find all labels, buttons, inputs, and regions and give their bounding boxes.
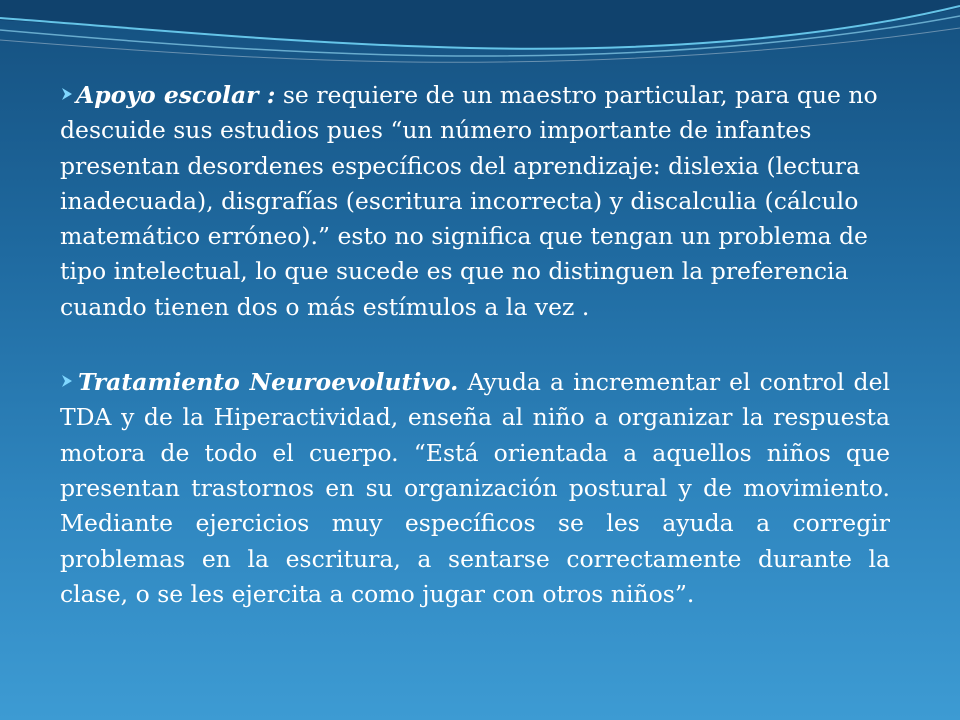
paragraph-apoyo-escolar xyxy=(60,78,890,325)
header-wave-decoration xyxy=(0,0,960,90)
paragraph-lead: Apoyo escolar : xyxy=(76,81,276,109)
paragraph-tratamiento-neuroevolutivo xyxy=(60,365,890,612)
paragraph-text: se requiere de un maestro particular, para que no descuide sus estudios pues “un número importante de infantes presentan desordenes específicos del aprendizaje: dislexia (lectura inadecuada), disgrafías (escritura incorrecta) y discalculia (cálculo matemático erróneo).” esto no significa que tengan un problema de tipo intelectual, lo que sucede es que no distinguen la preferencia cuando tienen dos o más estímulos a la vez . xyxy=(60,81,878,321)
arrow-bullet-icon xyxy=(60,374,74,388)
arrow-bullet-icon xyxy=(60,87,74,101)
bullet-paragraph-1 xyxy=(60,78,890,325)
paragraph-text: Ayuda a incrementar el control del TDA y de la Hiperactividad, enseña al niño a organizar la respuesta motora de todo el cuerpo. “Está orientada a aquellos niños que presentan trastornos en su organización postural y de movimiento. Mediante ejercicios muy específicos se les ayuda a corregir problemas en la escritura, a sentarse correctamente durante la clase, o se les ejercita a como jugar con otros niños”. xyxy=(60,368,890,608)
bullet-paragraph-2 xyxy=(60,365,890,612)
paragraph-lead: Tratamiento Neuroevolutivo. xyxy=(78,368,459,397)
slide-body xyxy=(60,78,890,612)
